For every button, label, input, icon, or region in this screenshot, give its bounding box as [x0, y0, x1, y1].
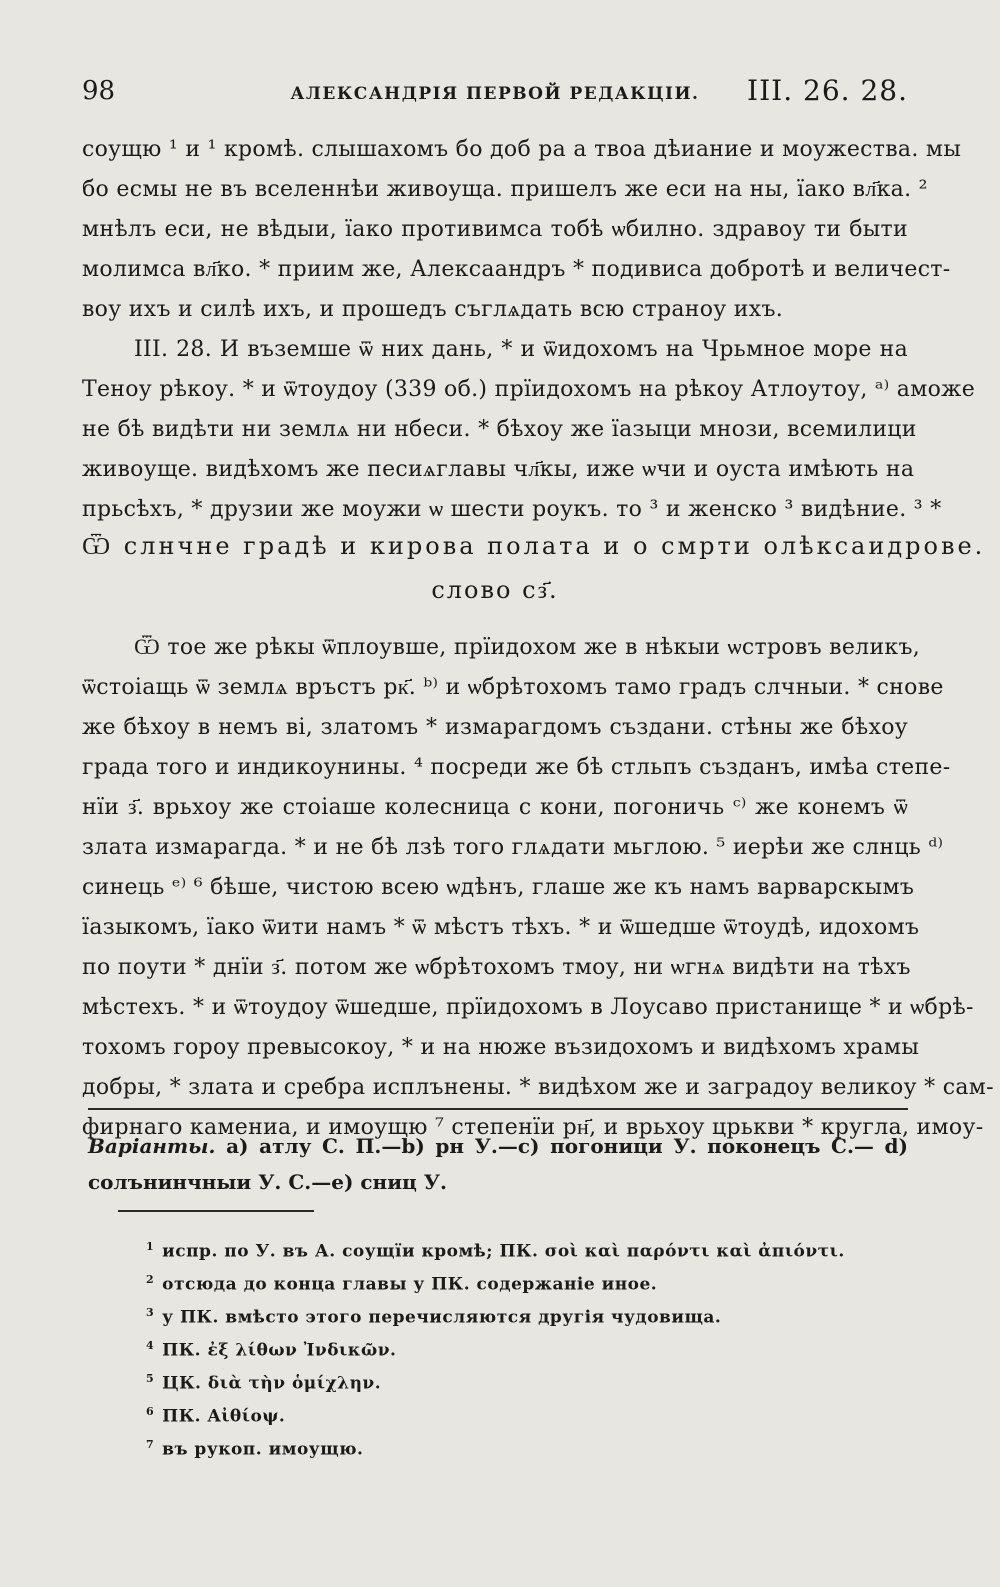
text-line: живоуще. видѣхомъ же песиѧглавы чл҃кы, иже ѡчи и оуста имѣють на: [82, 457, 915, 482]
text-line: молимса вл҃ко. * приим же, Алексаандръ * подивиса добротѣ и величест-: [82, 257, 951, 282]
page-number: 98: [82, 76, 116, 106]
text-line: їазыкомъ, їако ѿити намъ * ѿ мѣстъ тѣхъ. * и ѿшедше ѿтоудѣ, идохомъ: [82, 915, 920, 940]
text-line: по поути * днїи з҃. потом же ѡбрѣтохомъ тмоу, ни ѡгнѧ видѣти на тѣхъ: [82, 955, 911, 980]
section-title-line: слово сз҃.: [431, 576, 559, 604]
variants-text: солънинчныи У. С.—е) сниц У.: [88, 1170, 447, 1194]
text-line: мѣстехъ. * и ѿтоудоу ѿшедше, прїидохомъ в Лоусаво пристанище * и ѡбрѣ-: [82, 995, 974, 1020]
text-line: тохомъ горoу превысокоу, * и на нюже възидохомъ и видѣхомъ храмы: [82, 1035, 920, 1060]
text-line: синець ᵉ⁾ ⁶ бѣше, чистою всею ѡдѣнъ, глаше же къ намъ варварскымъ: [82, 875, 915, 900]
text-line: фирнаго камениа, и имоущю ⁷ степенїи рн҃, и врьхоу црькви * кругла, имоу-: [82, 1115, 984, 1140]
text-line: же бѣхоу в немъ ві, златомъ * измарагдомъ създани. стѣны же бѣхоу: [82, 715, 908, 740]
section-title: [82, 524, 986, 612]
variants-label: Варіанты.: [88, 1134, 216, 1158]
text-line: бо есмы не въ вселеннѣи живоуща. пришелъ же еси на ны, їако вл҃ка. ²: [82, 177, 928, 202]
text-line: прьсѣхъ, * друзии же моужи ѡ шести роукъ. то ³ и женско ³ видѣние. ³ *: [82, 497, 942, 522]
running-title: АЛЕКСАНДРІЯ ПЕРВОЙ РЕДАКЦІИ.: [290, 84, 700, 104]
text-line: III. 28. И въземше ѿ них дань, * и ѿидохомъ на Чрьмное море на: [134, 337, 908, 362]
main-text-block-2: [82, 628, 994, 1148]
text-line: града того и индикоунины. ⁴ посреди же бѣ стльпъ създанъ, имѣа степе-: [82, 755, 951, 780]
footnote: $^1$ испр. по У. въ А. соущїи кромѣ; ПК. σοὶ καὶ παρόντι καὶ ἀπιόντι.: [146, 1240, 845, 1262]
text-line: соущю ¹ и ¹ кромѣ. слышахомъ бо доб ра а твоа дѣиание и моужества. мы: [82, 137, 962, 162]
footnote: $^4$ ПК. ἐξ λίθων Ἰνδικῶν.: [146, 1339, 397, 1361]
text-line: нїи з҃. врьхоу же стоіаше колесница с кони, погоничь ᶜ⁾ же конемъ ѿ: [82, 795, 908, 820]
text-line: воу ихъ и силѣ ихъ, и прошедъ съглѧдать всю страноу ихъ.: [82, 297, 784, 322]
text-line: Теноу рѣкоу. * и ѿтоудоу (339 об.) прїидохомъ на рѣкоу Атлоутоу, ᵃ⁾ аможе: [82, 377, 976, 402]
text-line: ѿстоіащь ѿ землѧ връстъ рк҃. ᵇ⁾ и ѡбрѣтохомъ тамо градъ слчныи. * снове: [82, 675, 944, 700]
footnotes: [146, 1230, 906, 1461]
page-header: [82, 74, 908, 114]
footnote: $^7$ въ рукоп. имоущю.: [146, 1438, 364, 1460]
section-reference: III. 26. 28.: [747, 74, 908, 107]
variants-text: а) атлу С. П.—b) рн У.—с) погоници У. поконецъ С.— d): [226, 1134, 908, 1158]
footnote: $^6$ ПК. Αἰθίοψ.: [146, 1405, 286, 1427]
section-title-line: Ѿ слнчне градѣ и кирова полата и о смрти олѣксаидрове.: [82, 532, 986, 560]
main-text-block-1: [82, 130, 976, 530]
text-line: Ѿ тое же рѣкы ѿплоувше, прїидохом же в нѣкыи ѡстровъ великъ,: [134, 635, 921, 660]
text-line: мнѣлъ еси, не вѣдыи, їако противимса тобѣ ѡбилно. здравоу ти быти: [82, 217, 908, 242]
footnotes-divider: [118, 1210, 314, 1212]
variants-block: [88, 1128, 908, 1200]
footnote: $^2$ отсюда до конца главы у ПК. содержаніе иное.: [146, 1273, 658, 1295]
footnote: $^5$ ЦК. διὰ τὴν ὁμίχλην.: [146, 1372, 382, 1394]
footnote: $^3$ у ПК. вмѣсто этого перечисляются другія чудовища.: [146, 1306, 722, 1328]
text-line: добры, * злата и сребра исплънены. * видѣхом же и заградоу великоу * сам-: [82, 1075, 994, 1100]
footnote-divider: [88, 1108, 908, 1110]
text-line: злата измарагда. * и не бѣ лзѣ того глѧдати мьглою. ⁵ иерѣи же слнць ᵈ⁾: [82, 835, 944, 860]
text-line: не бѣ видѣти ни землѧ ни нбеси. * бѣхоу же їазыци мнози, всемилици: [82, 417, 917, 442]
